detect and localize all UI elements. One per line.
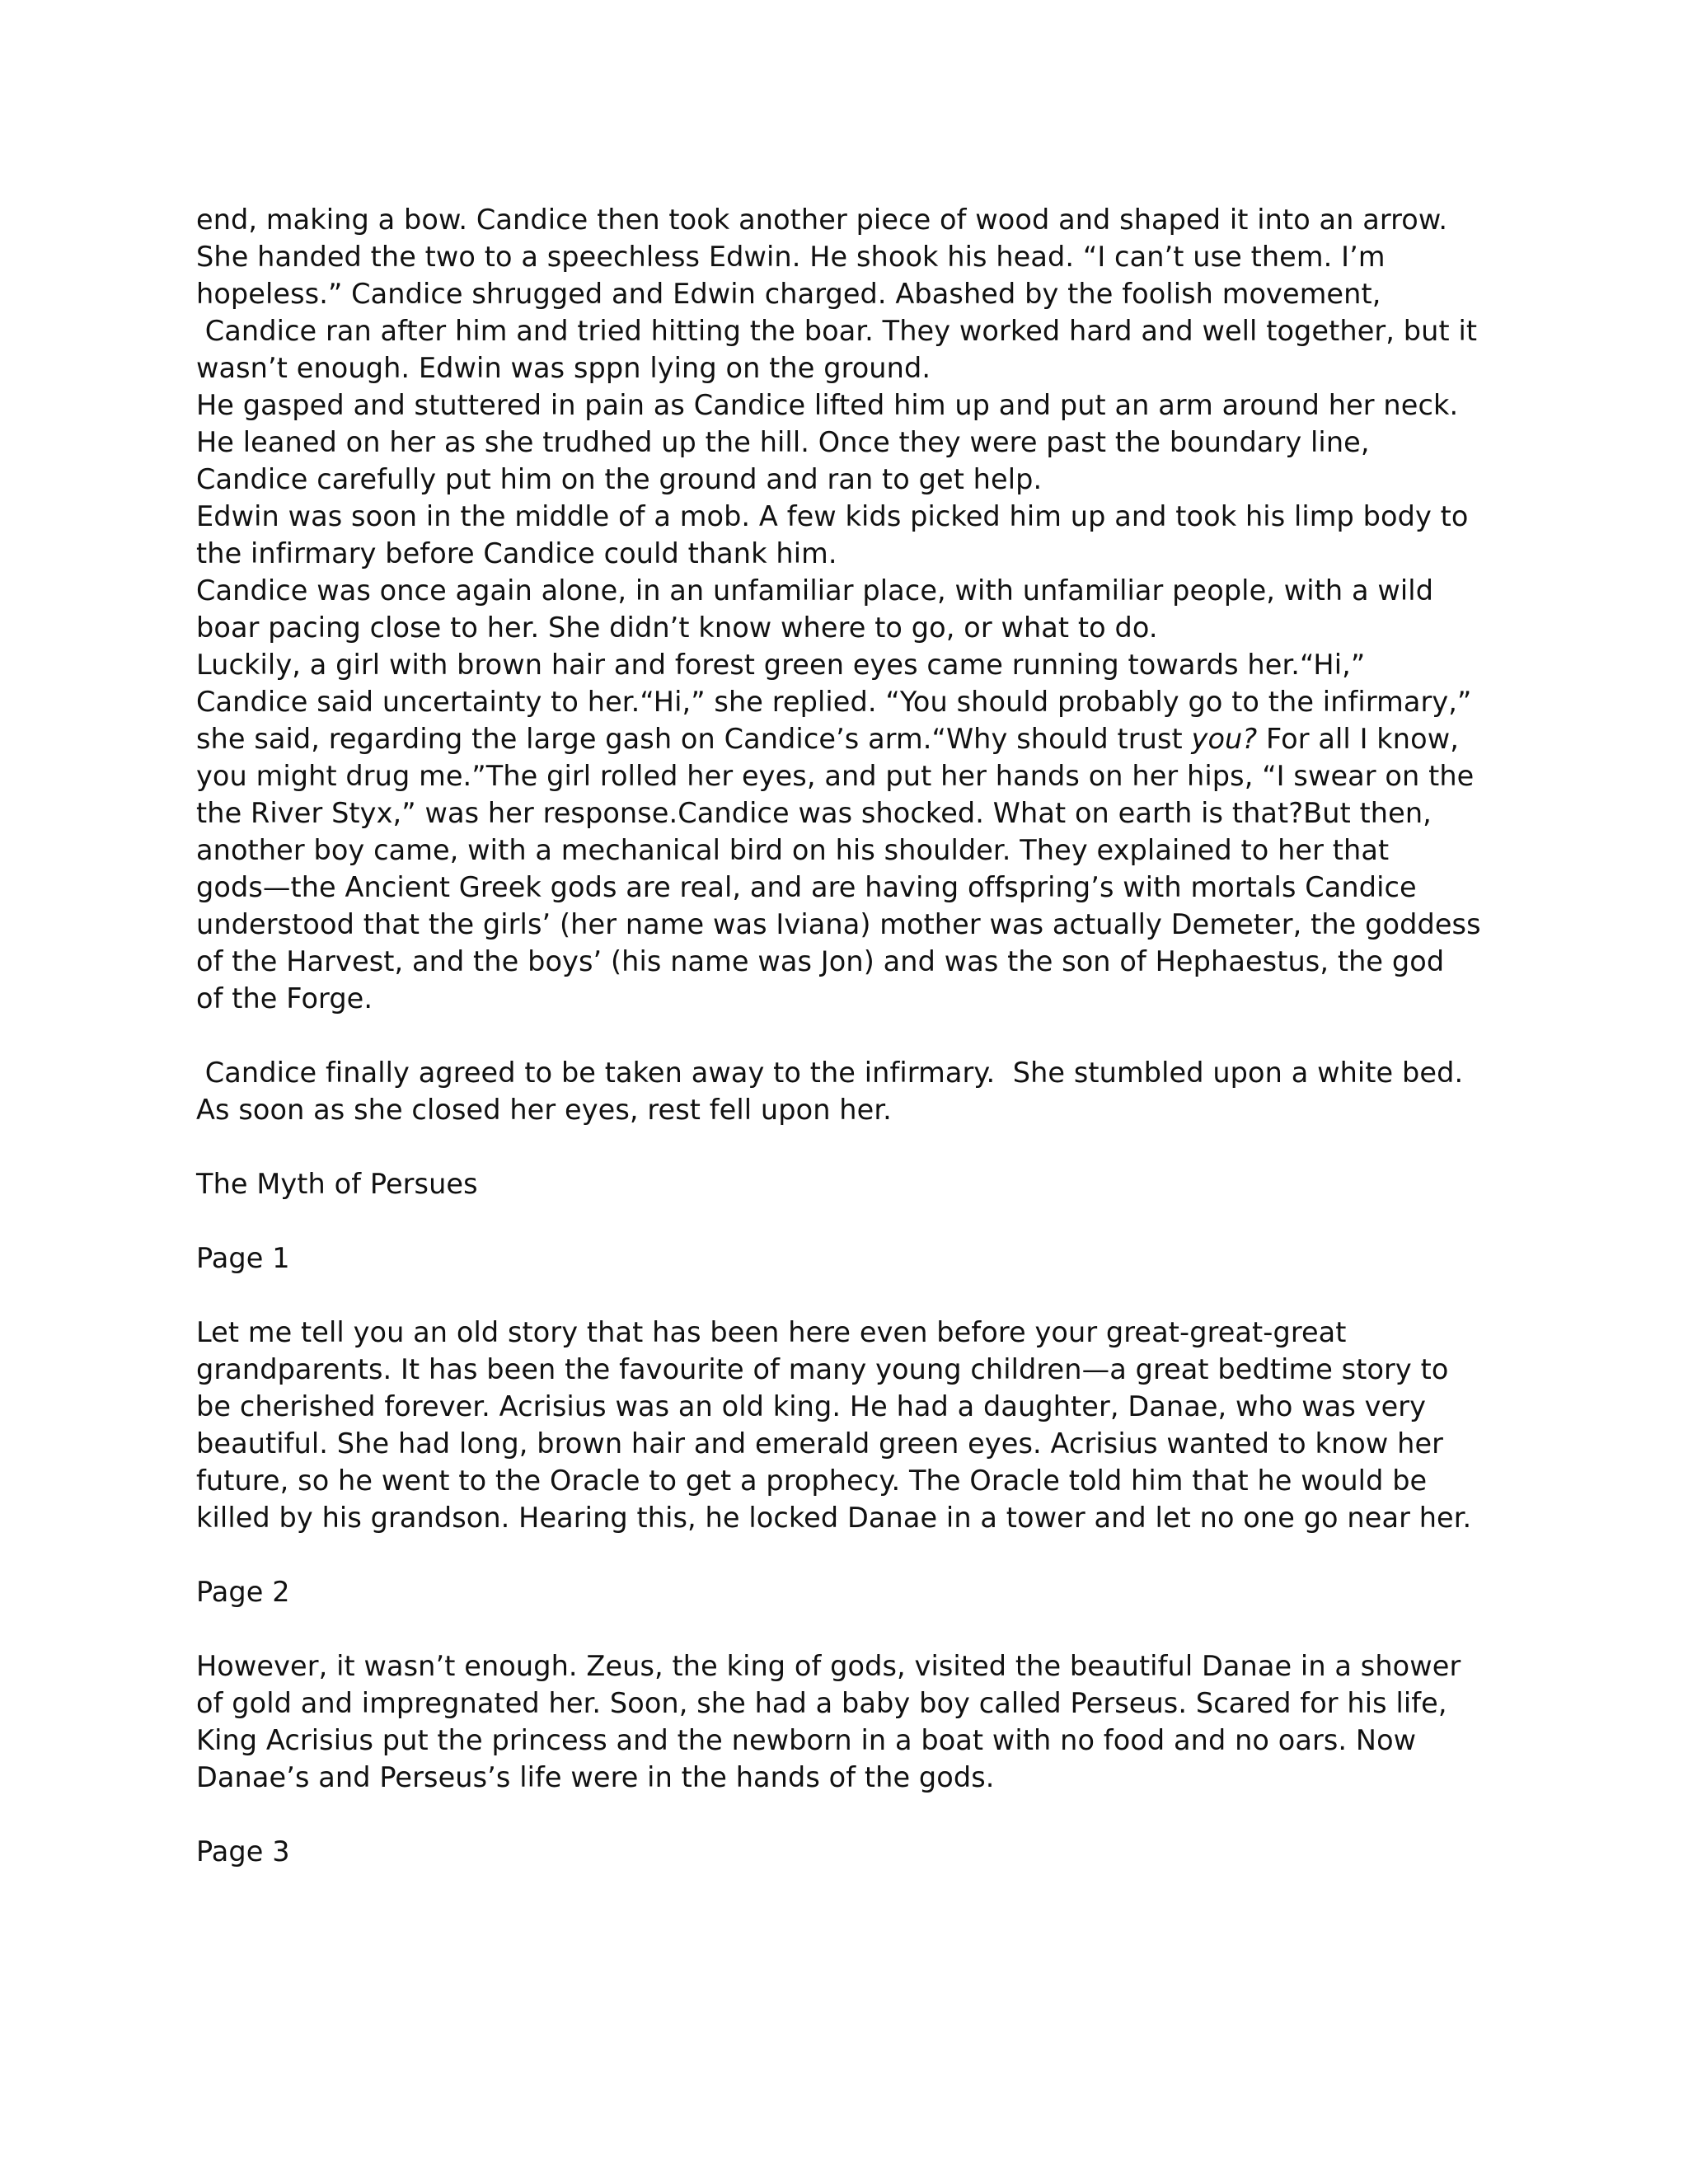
- story-line: hopeless.” Candice shrugged and Edwin charged. Abashed by the foolish movement,: [196, 278, 1381, 310]
- document-body: [196, 201, 1548, 1870]
- paragraph-gap: [196, 1796, 1548, 1833]
- paragraph-gap: [196, 1536, 1548, 1573]
- story-line: the River Styx,” was her response.Candice was shocked. What on earth is that?But then,: [196, 797, 1432, 829]
- story-line: Edwin was soon in the middle of a mob. A few kids picked him up and took his limp body to: [196, 500, 1469, 532]
- emphasized-word: you?: [1191, 723, 1258, 755]
- story-line: end, making a bow. Candice then took another piece of wood and shaped it into an arrow.: [196, 204, 1448, 236]
- page-label: Page 2: [196, 1576, 290, 1608]
- story-line: gods—the Ancient Greek gods are real, and are having offspring’s with mortals Candice: [196, 871, 1417, 903]
- closing-line: Candice finally agreed to be taken away to the infirmary. She stumbled upon a white bed.: [196, 1057, 1464, 1089]
- story-line: Candice ran after him and tried hitting the boar. They worked hard and well together, but it: [196, 315, 1478, 347]
- myth-line: Let me tell you an old story that has been here even before your great-great-great: [196, 1316, 1347, 1348]
- story-line-text: For all I know,: [1257, 723, 1459, 755]
- story-line: you might drug me.”The girl rolled her eyes, and put her hands on her hips, “I swear on the: [196, 760, 1475, 792]
- myth-line: future, so he went to the Oracle to get a prophecy. The Oracle told him that he would be: [196, 1465, 1428, 1497]
- story-line: understood that the girls’ (her name was Iviana) mother was actually Demeter, the goddess: [196, 908, 1481, 940]
- story-line: Luckily, a girl with brown hair and forest green eyes came running towards her.“Hi,”: [196, 649, 1366, 681]
- page-label: Page 1: [196, 1242, 290, 1274]
- story-line: of the Harvest, and the boys’ (his name was Jon) and was the son of Hephaestus, the god: [196, 945, 1445, 977]
- paragraph-gap: [196, 1610, 1548, 1647]
- myth-line: be cherished forever. Acrisius was an old king. He had a daughter, Danae, who was very: [196, 1390, 1427, 1422]
- story-line: He leaned on her as she trudhed up the hill. Once they were past the boundary line,: [196, 426, 1370, 458]
- myth-line: grandparents. It has been the favourite of many young children—a great bedtime story to: [196, 1353, 1449, 1385]
- story-line: He gasped and stuttered in pain as Candice lifted him up and put an arm around her neck.: [196, 389, 1459, 421]
- story-line: Candice said uncertainty to her.“Hi,” she replied. “You should probably go to the infirmary,”: [196, 686, 1472, 718]
- myth-line: killed by his grandson. Hearing this, he locked Danae in a tower and let no one go near her.: [196, 1502, 1472, 1534]
- paragraph-gap: [196, 1017, 1548, 1054]
- paragraph-gap: [196, 1128, 1548, 1165]
- closing-line: As soon as she closed her eyes, rest fell upon her.: [196, 1094, 892, 1126]
- story-line: Candice was once again alone, in an unfamiliar place, with unfamiliar people, with a wild: [196, 574, 1434, 607]
- paragraph-gap: [196, 1277, 1548, 1314]
- story-line-with-emphasis: [196, 720, 1548, 757]
- section-title: The Myth of Persues: [196, 1168, 478, 1200]
- myth-line: Danae’s and Perseus’s life were in the hands of the gods.: [196, 1761, 995, 1793]
- myth-line: However, it wasn’t enough. Zeus, the king of gods, visited the beautiful Danae in a shower: [196, 1650, 1461, 1682]
- story-line: boar pacing close to her. She didn’t know where to go, or what to do.: [196, 612, 1158, 644]
- myth-line: King Acrisius put the princess and the newborn in a boat with no food and no oars. Now: [196, 1724, 1417, 1756]
- story-line: She handed the two to a speechless Edwin. He shook his head. “I can’t use them. I’m: [196, 241, 1386, 273]
- story-line: another boy came, with a mechanical bird on his shoulder. They explained to her that: [196, 834, 1390, 866]
- myth-line: beautiful. She had long, brown hair and emerald green eyes. Acrisius wanted to know her: [196, 1427, 1444, 1460]
- story-line-text: she said, regarding the large gash on Candice’s arm.“Why should trust: [196, 723, 1192, 755]
- story-line: Candice carefully put him on the ground and ran to get help.: [196, 463, 1043, 495]
- story-line: the infirmary before Candice could thank him.: [196, 537, 837, 569]
- story-line: of the Forge.: [196, 982, 373, 1015]
- story-line: wasn’t enough. Edwin was sppn lying on the ground.: [196, 352, 931, 384]
- paragraph-gap: [196, 1202, 1548, 1240]
- page-label: Page 3: [196, 1835, 290, 1868]
- myth-line: of gold and impregnated her. Soon, she had a baby boy called Perseus. Scared for his life,: [196, 1687, 1447, 1719]
